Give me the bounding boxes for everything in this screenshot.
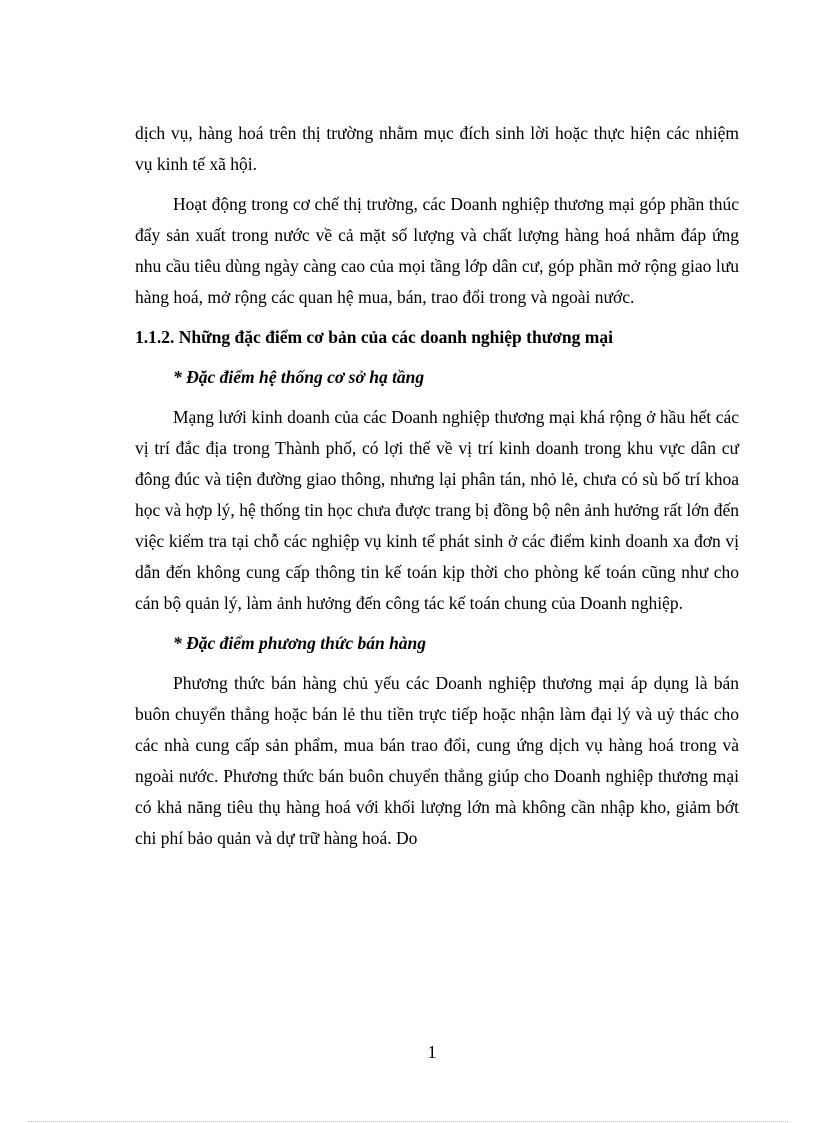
paragraph-infrastructure: Mạng lưới kinh doanh của các Doanh nghiệp thương mại khá rộng ở hầu hết các vị trí đắc địa trong Thành phố, có lợi thế về vị trí kinh doanh trong khu vực dân cư đông đúc và tiện đường giao thông, nhưng lại phân tán, nhỏ lẻ, chưa có sù bố trí khoa học và hợp lý, hệ thống tin học chưa được trang bị đồng bộ nên ảnh hưởng rất lớn đến việc kiểm tra tại chỗ các nghiệp vụ kinh tế phát sinh ở các điểm kinh doanh xa đơn vị dẫn đến không cung cấp thông tin kế toán kịp thời cho phòng kế toán cũng như cho cán bộ quản lý, làm ảnh hưởng đến công tác kế toán chung của Doanh nghiệp. <box>135 407 739 613</box>
paragraph-sales-method: Phương thức bán hàng chủ yếu các Doanh nghiệp thương mại áp dụng là bán buôn chuyển thẳng hoặc bán lẻ thu tiền trực tiếp hoặc nhận làm đại lý và uỷ thác cho các nhà cung cấp sản phẩm, mua bán trao đổi, cung ứng dịch vụ hàng hoá trong và ngoài nước. Phương thức bán buôn chuyển thẳng giúp cho Doanh nghiệp thương mại có khả năng tiêu thụ hàng hoá với khối lượng lớn mà không cần nhập kho, giảm bớt chi phí bảo quản và dự trữ hàng hoá. Do <box>135 673 739 848</box>
section-heading: 1.1.2. Những đặc điểm cơ bản của các doanh nghiệp thương mại <box>135 327 613 347</box>
page-bottom-divider <box>28 1121 788 1122</box>
page-body <box>135 118 739 863</box>
paragraph-continuation: dịch vụ, hàng hoá trên thị trường nhằm mục đích sinh lời hoặc thực hiện các nhiệm vụ kinh tế xã hội. <box>135 123 739 174</box>
subsection-title-infrastructure: * Đặc điểm hệ thống cơ sở hạ tầng <box>173 367 425 387</box>
paragraph-market-role: Hoạt động trong cơ chế thị trường, các Doanh nghiệp thương mại góp phần thúc đẩy sản xuất trong nước về cả mặt số lượng và chất lượng hàng hoá nhằm đáp ứng nhu cầu tiêu dùng ngày càng cao của mọi tầng lớp dân cư, góp phần mở rộng giao lưu hàng hoá, mở rộng các quan hệ mua, bán, trao đổi trong và ngoài nước. <box>135 194 739 307</box>
page-number: 1 <box>427 1042 437 1062</box>
subsection-title-sales-method: * Đặc điểm phương thức bán hàng <box>173 633 427 653</box>
